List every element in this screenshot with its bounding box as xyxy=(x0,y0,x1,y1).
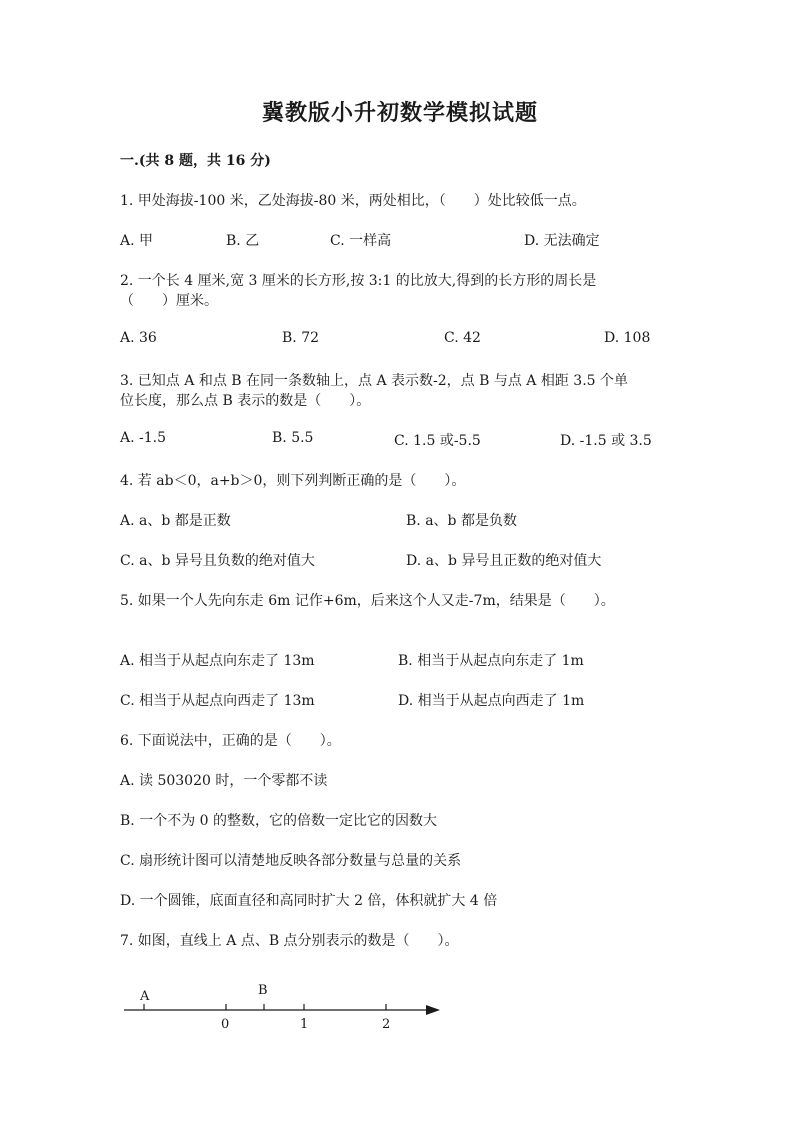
question-1-stem: 1. 甲处海拔-100 米，乙处海拔-80 米，两处相比，（ ）处比较低一点。 xyxy=(120,193,586,209)
question-3-option-b: B. 5.5 xyxy=(272,430,314,446)
question-1-option-a: A. 甲 xyxy=(120,233,154,249)
point-label-a: A xyxy=(140,989,150,1004)
question-7-stem: 7. 如图，直线上 A 点、B 点分别表示的数是（ ）。 xyxy=(120,933,459,949)
question-1-option-b: B. 乙 xyxy=(226,233,260,249)
question-3-option-a: A. -1.5 xyxy=(120,430,167,446)
question-6-option-d: D. 一个圆锥，底面直径和高同时扩大 2 倍，体积就扩大 4 倍 xyxy=(120,893,498,909)
number-line-figure xyxy=(118,980,448,1032)
question-5-option-b: B. 相当于从起点向东走了 1m xyxy=(398,653,584,669)
tick-label-0: 0 xyxy=(221,1017,230,1032)
question-4-option-b: B. a、b 都是负数 xyxy=(406,513,517,529)
tick-label-2: 2 xyxy=(382,1017,391,1032)
question-5-option-c: C. 相当于从起点向西走了 13m xyxy=(120,693,315,709)
question-1-option-d: D. 无法确定 xyxy=(524,233,600,249)
question-3-stem-line-1: 3. 已知点 A 和点 B 在同一条数轴上，点 A 表示数-2，点 B 与点 A 相距 3.5 个单 xyxy=(120,373,629,389)
question-2-stem-line-2: （ ）厘米。 xyxy=(120,293,218,309)
question-2-option-d: D. 108 xyxy=(604,330,651,346)
section-heading: 一.(共 8 题，共 16 分) xyxy=(120,153,271,169)
question-5-stem: 5. 如果一个人先向东走 6m 记作+6m，后来这个人又走-7m，结果是（ ）。 xyxy=(120,593,615,609)
question-4-option-c: C. a、b 异号且负数的绝对值大 xyxy=(120,553,315,569)
question-3-stem-line-2: 位长度，那么点 B 表示的数是（ ）。 xyxy=(120,393,371,409)
question-2-option-b: B. 72 xyxy=(282,330,320,346)
question-6-option-a: A. 读 503020 时，一个零都不读 xyxy=(120,773,328,789)
question-4-stem: 4. 若 ab＜0，a+b＞0，则下列判断正确的是（ ）。 xyxy=(120,473,466,489)
question-6-option-c: C. 扇形统计图可以清楚地反映各部分数量与总量的关系 xyxy=(120,853,462,869)
question-4-option-a: A. a、b 都是正数 xyxy=(120,513,231,529)
question-1-option-c: C. 一样高 xyxy=(330,233,392,249)
tick-label-1: 1 xyxy=(300,1017,309,1032)
question-3-option-c: C. 1.5 或-5.5 xyxy=(394,433,481,449)
question-2-option-c: C. 42 xyxy=(444,330,481,346)
point-label-b: B xyxy=(258,983,268,998)
question-6-stem: 6. 下面说法中，正确的是（ ）。 xyxy=(120,733,341,749)
question-5-option-a: A. 相当于从起点向东走了 13m xyxy=(120,653,315,669)
page-title: 冀教版小升初数学模拟试题 xyxy=(261,100,538,126)
number-line-arrow-icon xyxy=(426,1005,440,1015)
question-5-option-d: D. 相当于从起点向西走了 1m xyxy=(398,693,585,709)
question-6-option-b: B. 一个不为 0 的整数，它的倍数一定比它的因数大 xyxy=(120,813,437,829)
question-3-option-d: D. -1.5 或 3.5 xyxy=(560,433,652,449)
question-2-stem-line-1: 2. 一个长 4 厘米,宽 3 厘米的长方形,按 3:1 的比放大,得到的长方形的周长是 xyxy=(120,273,597,289)
question-4-option-d: D. a、b 异号且正数的绝对值大 xyxy=(406,553,602,569)
question-2-option-a: A. 36 xyxy=(120,330,157,346)
